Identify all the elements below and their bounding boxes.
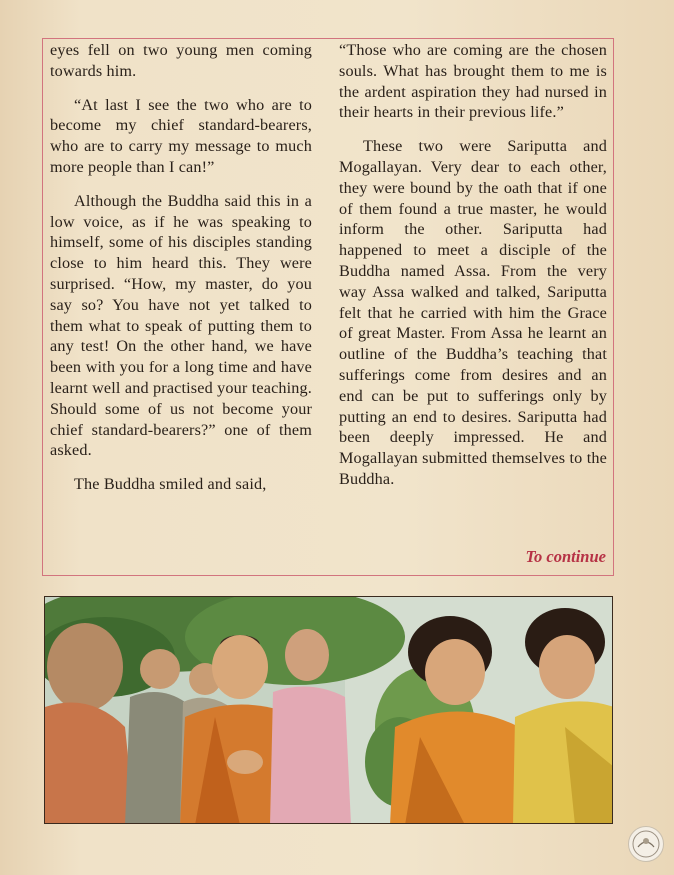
left-paragraph-4: The Buddha smiled and said, — [74, 475, 267, 494]
left-paragraph-2: “At last I see the two who are to become my chief standard-bearers, who are to carry my message to much more people than I can!” — [50, 95, 312, 176]
left-paragraph-1: eyes fell on two young men coming towards him. — [50, 41, 312, 80]
right-paragraph-1: “Those who are coming are the chosen souls. What has brought them to me is the ardent aspiration they had nursed in their hearts in their previous life.” — [339, 41, 607, 122]
left-text-column — [50, 40, 312, 508]
illustration-art — [45, 597, 613, 824]
right-text-column — [339, 40, 607, 503]
right-paragraph-2: These two were Sariputta and Mogallayan. Very dear to each other, they were bound by the oath that if one of them found a true master, he would inform the other. Sariputta had happened to meet a disciple of the Buddha named Assa. From the very way Assa walked and talked, Sariputta felt that he carried with him the Grace of great Master. From Assa he learnt an outline of the Buddha’s teaching that sufferings come from desires and an end can be put to sufferings only by putting an end to desires. Sariputta had been deeply impressed. He and Mogallayan submitted themselves to the Buddha. — [339, 137, 607, 488]
to-continue-label: To continue — [525, 547, 606, 566]
story-illustration — [44, 596, 613, 824]
publisher-logo-icon — [628, 826, 664, 862]
left-paragraph-3: Although the Buddha said this in a low voice, as if he was speaking to himself, some of his disciples standing close to him heard this. They were surprised. “How, my master, do you say so? You have not yet talked to them what to speak of putting them to any test! On the other hand, we have been with you for a long time and have learnt well and practised your teaching. Should some of us not become your chief standard-bearers?” one of them asked. — [50, 191, 312, 460]
